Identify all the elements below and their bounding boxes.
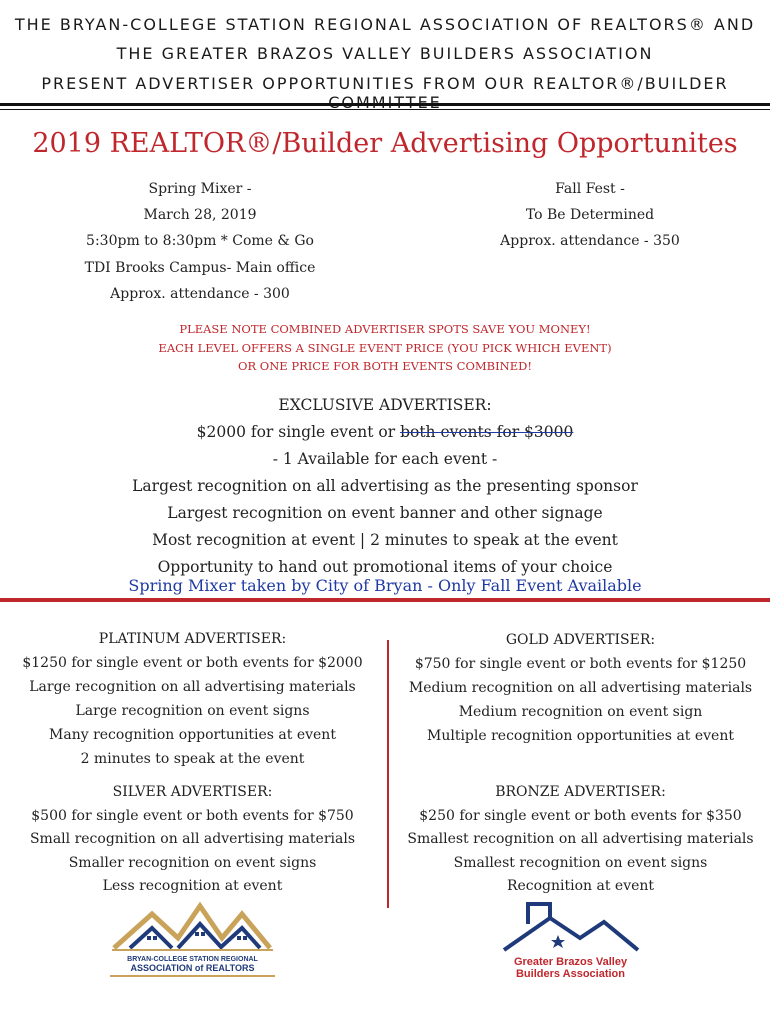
spring-line: 5:30pm to 8:30pm * Come & Go — [86, 233, 314, 250]
header-rule-thick — [0, 103, 770, 106]
bronze-section — [398, 781, 763, 899]
header-line-3: PRESENT ADVERTISER OPPORTUNITIES FROM OUR REALTOR®/BUILDER — [41, 74, 729, 93]
spring-line: Spring Mixer - — [148, 181, 252, 197]
exclusive-benefit: Opportunity to hand out promotional items of your choice — [157, 558, 613, 576]
spring-line: Approx. attendance - 300 — [110, 285, 290, 302]
gold-line: Multiple recognition opportunities at event — [427, 728, 734, 744]
note-line: EACH LEVEL OFFERS A SINGLE EVENT PRICE (YOU PICK WHICH EVENT) — [158, 340, 612, 355]
silver-line: Smaller recognition on event signs — [68, 854, 317, 871]
spring-line: March 28, 2019 — [143, 207, 257, 224]
spring-event-info — [40, 176, 360, 307]
platinum-line: Many recognition opportunities at event — [49, 727, 336, 743]
exclusive-taken-note: Spring Mixer taken by City of Bryan - Only Fall Event Available — [128, 576, 642, 595]
gold-heading: GOLD ADVERTISER: — [505, 632, 656, 648]
realtors-logo — [110, 902, 275, 982]
exclusive-price-both-struck: both events for $3000 — [400, 423, 574, 441]
note-line: PLEASE NOTE COMBINED ADVERTISER SPOTS SAVE YOU MONEY! — [179, 322, 591, 336]
builders-logo-line1: Greater Brazos Valley — [513, 956, 628, 968]
fall-line: Approx. attendance - 350 — [500, 233, 680, 250]
gold-section — [398, 628, 763, 748]
note-line: OR ONE PRICE FOR BOTH EVENTS COMBINED! — [238, 359, 532, 373]
silver-line: Small recognition on all advertising materials — [29, 831, 356, 847]
header-rule-thin — [0, 109, 770, 110]
star-icon — [551, 935, 565, 948]
platinum-line: Large recognition on event signs — [75, 703, 310, 719]
header-line-2: THE GREATER BRAZOS VALLEY BUILDERS ASSOCIATION — [116, 44, 654, 63]
realtors-logo-line1: BRYAN-COLLEGE STATION REGIONAL — [127, 956, 258, 963]
builders-logo-line2: Builders Association — [515, 968, 625, 980]
exclusive-benefit: Largest recognition on all advertising as the presenting sponsor — [132, 477, 638, 495]
fall-line: To Be Determined — [525, 207, 655, 224]
realtors-houses-icon — [110, 902, 275, 952]
page-title: 2019 REALTOR®/Builder Advertising Opportunites — [32, 128, 738, 159]
spring-line: TDI Brooks Campus- Main office — [84, 259, 316, 276]
builders-logo — [498, 902, 643, 982]
platinum-heading: PLATINUM ADVERTISER: — [98, 631, 287, 647]
gold-line: $750 for single event or both events for $1250 — [414, 656, 747, 672]
bronze-line: Smallest recognition on all advertising materials — [407, 831, 754, 847]
fall-event-info — [440, 176, 740, 255]
silver-line: Less recognition at event — [102, 878, 283, 894]
realtors-logo-line2: ASSOCIATION of REALTORS — [130, 963, 255, 973]
silver-heading: SILVER ADVERTISER: — [112, 784, 273, 800]
exclusive-heading: EXCLUSIVE ADVERTISER: — [278, 396, 492, 414]
platinum-line: $1250 for single event or both events for $2000 — [22, 655, 363, 671]
gold-line: Medium recognition on event sign — [458, 704, 703, 720]
exclusive-price-single: $2000 for single event or — [196, 423, 401, 441]
bronze-line: Recognition at event — [506, 878, 655, 894]
exclusive-benefit: Most recognition at event | 2 minutes to speak at the event — [152, 531, 618, 549]
fall-line: Fall Fest - — [555, 181, 625, 197]
realtors-logo-underline — [110, 975, 275, 977]
silver-line: $500 for single event or both events for $750 — [31, 807, 354, 824]
bronze-line: $250 for single event or both events for $350 — [419, 807, 742, 824]
section-divider-red — [0, 598, 770, 602]
exclusive-price — [0, 423, 770, 441]
bronze-heading: BRONZE ADVERTISER: — [495, 784, 666, 800]
savings-note — [0, 320, 770, 376]
exclusive-benefit: Largest recognition on event banner and other signage — [167, 504, 603, 522]
platinum-section — [10, 627, 375, 771]
platinum-line: 2 minutes to speak at the event — [80, 751, 305, 767]
bronze-line: Smallest recognition on event signs — [453, 854, 708, 871]
exclusive-availability: - 1 Available for each event - — [272, 450, 498, 468]
builders-house-icon — [498, 902, 643, 952]
header-line-1: THE BRYAN-COLLEGE STATION REGIONAL ASSOCIATION OF REALTORS® AND — [14, 15, 756, 34]
column-divider — [387, 640, 389, 908]
gold-line: Medium recognition on all advertising materials — [408, 680, 753, 696]
silver-section — [10, 781, 375, 899]
platinum-line: Large recognition on all advertising materials — [29, 679, 356, 695]
